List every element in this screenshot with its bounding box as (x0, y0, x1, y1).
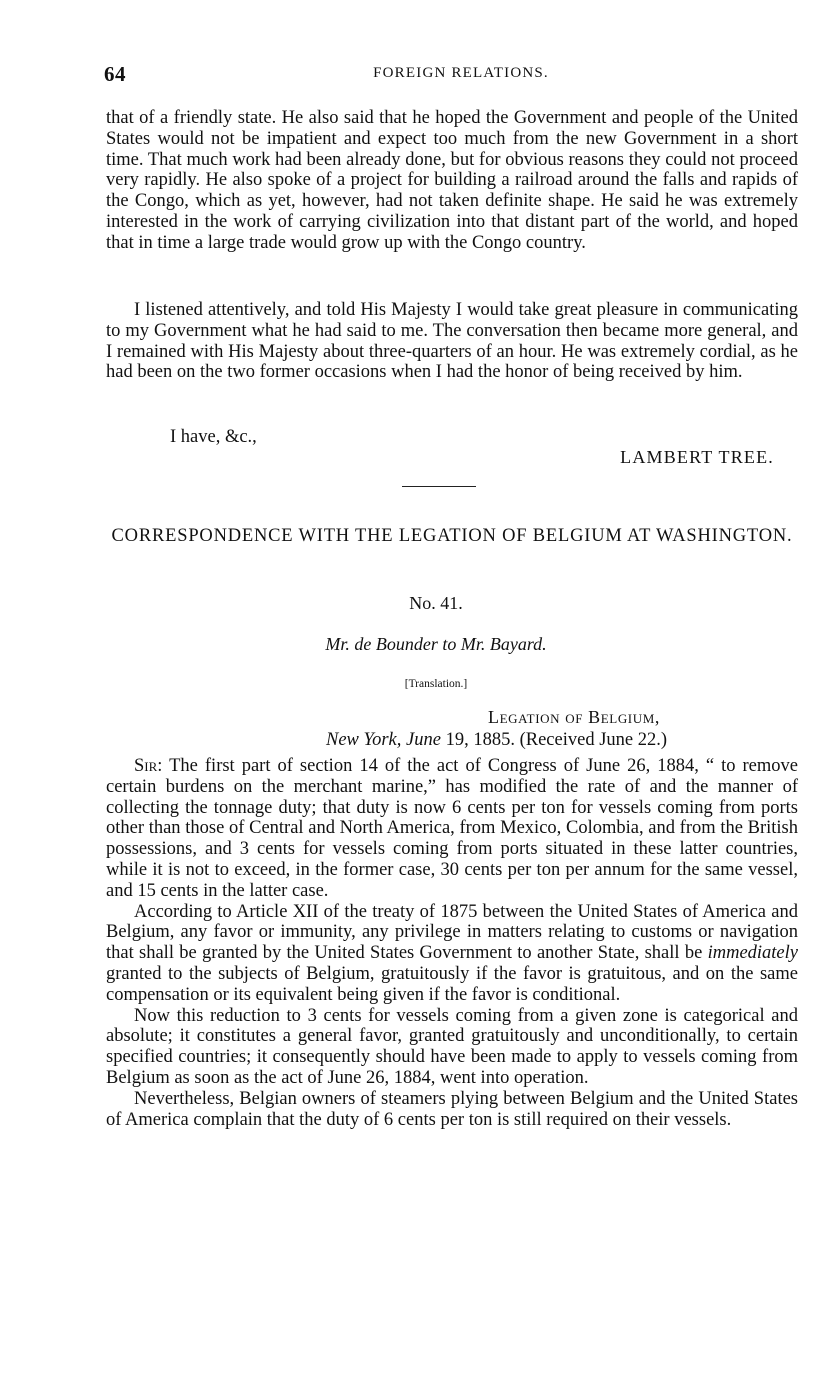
dateline-date: 19, 1885. (Received June 22.) (440, 730, 668, 750)
letter-paragraph-3: Now this reduction to 3 cents for vessels coming from a given zone is categorical and absolute; it constitutes a general favor, granted gratuitously and unconditionally, to certain specified countries; it consequently should have been made to apply to vessels coming from Belgium as soon as the act of June 26, 1884, went into operation. (106, 1005, 798, 1088)
paragraph-text: that of a friendly state. He also said that he hoped the Government and people of the United States would not be impatient and expect too much from the new Government in a short time. That much work had been already done, but for obvious reasons they could not proceed very rapidly. He also spoke of a project for building a railroad around the falls and rapids of the Congo, which as yet, however, had not taken definite shape. He said he was extremely interested in the work of carrying civilization into that distant part of the world, and hoped that in time a large trade would grow up with the Congo country. (106, 108, 798, 253)
salutation: Sir: (134, 756, 163, 776)
signature: LAMBERT TREE. (620, 447, 774, 467)
dateline-place: New York, June (326, 730, 441, 750)
letter-body (106, 756, 798, 1130)
page-number: 64 (104, 62, 126, 86)
letter-paragraph-2 (106, 902, 798, 1006)
letter-paragraph-4: Nevertheless, Belgian owners of steamers plying between Belgium and the United States of America complain that the duty of 6 cents per ton is still required on their vessels. (106, 1088, 798, 1130)
paragraph-text: I listened attentively, and told His Majesty I would take great pleasure in communicating to my Government what he had said to me. The conversation then became more general, and I remained with His Majesty about three-quarters of an hour. He was extremely cordial, as he had been on the two former occasions when I had the honor of being received by him. (106, 300, 798, 383)
translation-note: [Translation.] (404, 678, 468, 690)
paragraph-text: The first part of section 14 of the act of Congress of June 26, 1884, “ to remove certain burdens on the merchant marine,” has modified the rate of and the manner of collecting the tonnage duty; that duty is now 6 cents per ton for vessels coming from ports other than those of Central and North America, from Mexico, Colombia, and from the British possessions, and 3 cents for vessels coming from ports situated in these latter countries, while it is not to exceed, in the former case, 30 cents per ton per annum for the same vessel, and 15 cents in the latter case. (106, 756, 798, 901)
previous-letter-paragraph-1 (106, 108, 798, 254)
dateline (326, 730, 667, 751)
dateline-office: Legation of Belgium, (488, 707, 660, 727)
document-number: No. 41. (409, 593, 463, 613)
emphasized-word: immediately (707, 943, 798, 964)
letter-closing: I have, &c., (170, 427, 257, 447)
previous-letter-paragraph-2 (106, 300, 798, 383)
section-divider (402, 486, 476, 487)
letter-title: Mr. de Bounder to Mr. Bayard. (325, 634, 547, 654)
running-head (104, 62, 798, 86)
letter-paragraph-1 (106, 756, 798, 902)
paragraph-text: granted to the subjects of Belgium, gratuitously if the favor is gratuitous, and on the same compensation or its equivalent being given if the favor is conditional. (106, 963, 798, 1005)
running-head-title: FOREIGN RELATIONS. (373, 65, 549, 81)
paragraph-text: According to Article XII of the treaty of 1875 between the United States of America and Belgium, any favor or immunity, any privilege in matters relating to customs or navigation that shall be granted by the United States Government to another State, shall be (106, 901, 798, 964)
section-heading: CORRESPONDENCE WITH THE LEGATION OF BELGIUM AT WASHINGTON. (111, 526, 793, 546)
